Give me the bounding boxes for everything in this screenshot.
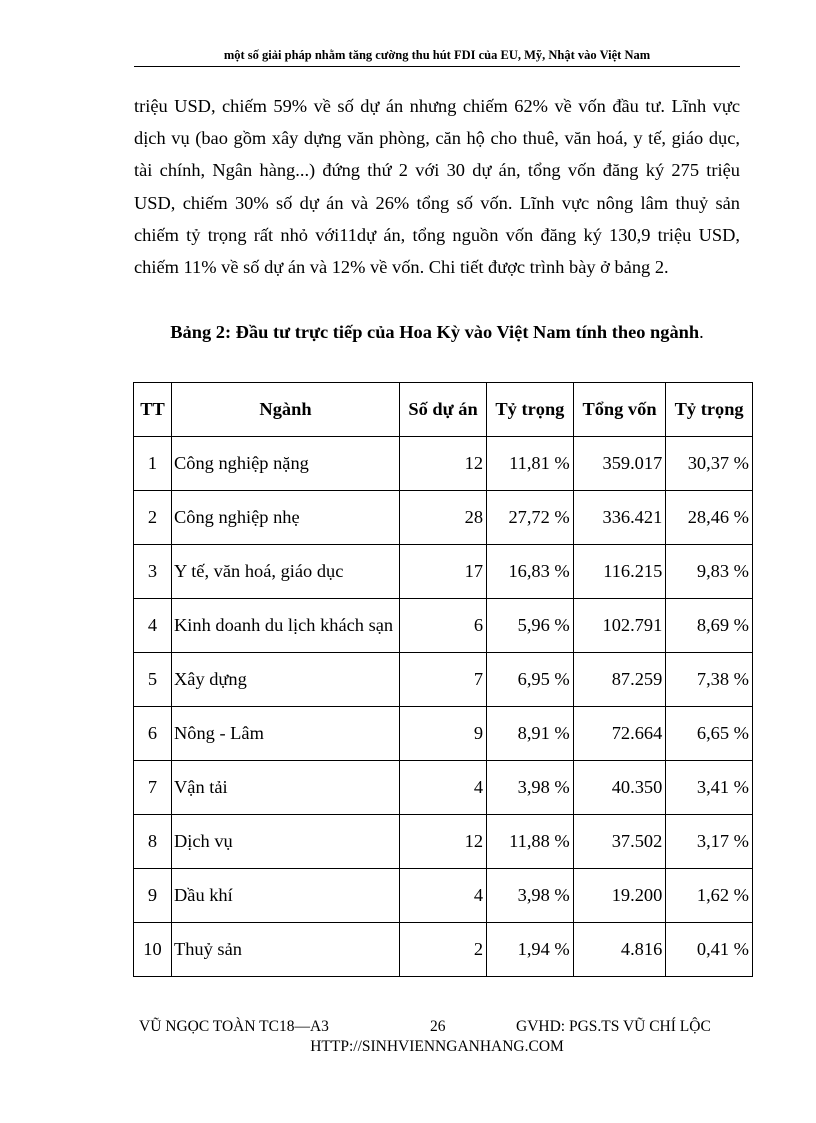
table-row	[134, 869, 753, 923]
cell-ty-trong-von: 28,46 %	[666, 491, 753, 545]
cell-so-du-an: 7	[400, 653, 487, 707]
cell-so-du-an: 28	[400, 491, 487, 545]
table-row	[134, 545, 753, 599]
cell-tong-von: 336.421	[573, 491, 666, 545]
cell-nganh: Kinh doanh du lịch khách sạn	[172, 599, 400, 653]
footer-page-number: 26	[430, 1018, 446, 1035]
cell-ty-trong-von: 3,41 %	[666, 761, 753, 815]
header-ty-trong-von: Tỷ trọng	[666, 383, 753, 437]
cell-ty-trong-du-an: 5,96 %	[487, 599, 574, 653]
fdi-sector-table	[133, 382, 753, 977]
cell-ty-trong-du-an: 6,95 %	[487, 653, 574, 707]
cell-ty-trong-du-an: 8,91 %	[487, 707, 574, 761]
cell-tt: 7	[134, 761, 172, 815]
cell-tt: 2	[134, 491, 172, 545]
cell-tong-von: 116.215	[573, 545, 666, 599]
cell-tt: 5	[134, 653, 172, 707]
table-header-row	[134, 383, 753, 437]
cell-ty-trong-von: 1,62 %	[666, 869, 753, 923]
cell-ty-trong-du-an: 3,98 %	[487, 761, 574, 815]
cell-ty-trong-du-an: 1,94 %	[487, 923, 574, 977]
cell-tt: 8	[134, 815, 172, 869]
table-row	[134, 707, 753, 761]
table-row	[134, 599, 753, 653]
cell-tong-von: 87.259	[573, 653, 666, 707]
cell-nganh: Y tế, văn hoá, giáo dục	[172, 545, 400, 599]
running-header: một số giải pháp nhằm tăng cường thu hút FDI của EU, Mỹ, Nhật vào Việt Nam	[223, 48, 651, 62]
cell-ty-trong-von: 30,37 %	[666, 437, 753, 491]
cell-ty-trong-du-an: 27,72 %	[487, 491, 574, 545]
header-ty-trong-du-an: Tỷ trọng	[487, 383, 574, 437]
cell-tong-von: 40.350	[573, 761, 666, 815]
table-row	[134, 761, 753, 815]
cell-so-du-an: 17	[400, 545, 487, 599]
cell-tong-von: 37.502	[573, 815, 666, 869]
cell-so-du-an: 12	[400, 815, 487, 869]
cell-nganh: Thuỷ sản	[172, 923, 400, 977]
cell-so-du-an: 4	[400, 869, 487, 923]
cell-tt: 10	[134, 923, 172, 977]
cell-nganh: Công nghiệp nặng	[172, 437, 400, 491]
cell-tt: 9	[134, 869, 172, 923]
cell-nganh: Công nghiệp nhẹ	[172, 491, 400, 545]
table-row	[134, 437, 753, 491]
footer-advisor: GVHD: PGS.TS VŨ CHÍ LỘC	[516, 1018, 711, 1035]
table-row	[134, 815, 753, 869]
cell-ty-trong-du-an: 3,98 %	[487, 869, 574, 923]
cell-ty-trong-von: 7,38 %	[666, 653, 753, 707]
cell-tt: 3	[134, 545, 172, 599]
table-row	[134, 653, 753, 707]
cell-tong-von: 359.017	[573, 437, 666, 491]
cell-tong-von: 4.816	[573, 923, 666, 977]
footer-author: VŨ NGỌC TOÀN TC18—A3	[139, 1018, 329, 1035]
footer-url: HTTP://SINHVIENNGANHANG.COM	[310, 1038, 564, 1055]
cell-ty-trong-von: 8,69 %	[666, 599, 753, 653]
table-row	[134, 923, 753, 977]
cell-so-du-an: 12	[400, 437, 487, 491]
cell-nganh: Dầu khí	[172, 869, 400, 923]
cell-tt: 4	[134, 599, 172, 653]
table-caption-title: Bảng 2: Đầu tư trực tiếp của Hoa Kỳ vào Việt Nam tính theo ngành	[170, 322, 700, 342]
cell-ty-trong-von: 6,65 %	[666, 707, 753, 761]
header-tt: TT	[134, 383, 172, 437]
cell-nganh: Dịch vụ	[172, 815, 400, 869]
table-row	[134, 491, 753, 545]
cell-nganh: Xây dựng	[172, 653, 400, 707]
cell-so-du-an: 2	[400, 923, 487, 977]
cell-so-du-an: 4	[400, 761, 487, 815]
cell-tong-von: 72.664	[573, 707, 666, 761]
header-so-du-an: Số dự án	[400, 383, 487, 437]
table-caption	[134, 322, 740, 343]
header-nganh: Ngành	[172, 383, 400, 437]
cell-tt: 6	[134, 707, 172, 761]
cell-ty-trong-von: 0,41 %	[666, 923, 753, 977]
cell-ty-trong-von: 3,17 %	[666, 815, 753, 869]
header-rule	[134, 66, 740, 67]
cell-ty-trong-du-an: 11,81 %	[487, 437, 574, 491]
cell-tong-von: 102.791	[573, 599, 666, 653]
cell-ty-trong-von: 9,83 %	[666, 545, 753, 599]
cell-ty-trong-du-an: 16,83 %	[487, 545, 574, 599]
cell-so-du-an: 6	[400, 599, 487, 653]
cell-tt: 1	[134, 437, 172, 491]
cell-nganh: Nông - Lâm	[172, 707, 400, 761]
cell-tong-von: 19.200	[573, 869, 666, 923]
header-tong-von: Tổng vốn	[573, 383, 666, 437]
cell-nganh: Vận tải	[172, 761, 400, 815]
cell-ty-trong-du-an: 11,88 %	[487, 815, 574, 869]
table-caption-suffix: .	[699, 322, 704, 342]
body-paragraph: triệu USD, chiếm 59% về số dự án nhưng chiếm 62% về vốn đầu tư. Lĩnh vực dịch vụ (bao gồm xây dựng văn phòng, căn hộ cho thuê, văn hoá, y tế, giáo dục, tài chính, Ngân hàng...) đứng thứ 2 với 30 dự án, tổng vốn đăng ký 275 triệu USD, chiếm 30% số dự án và 26% tổng số vốn. Lĩnh vực nông lâm thuỷ sản chiếm tỷ trọng rất nhỏ với11dự án, tổng nguồn vốn đăng ký 130,9 triệu USD, chiếm 11% về số dự án và 12% về vốn. Chi tiết được trình bày ở bảng 2.	[134, 96, 740, 278]
cell-so-du-an: 9	[400, 707, 487, 761]
